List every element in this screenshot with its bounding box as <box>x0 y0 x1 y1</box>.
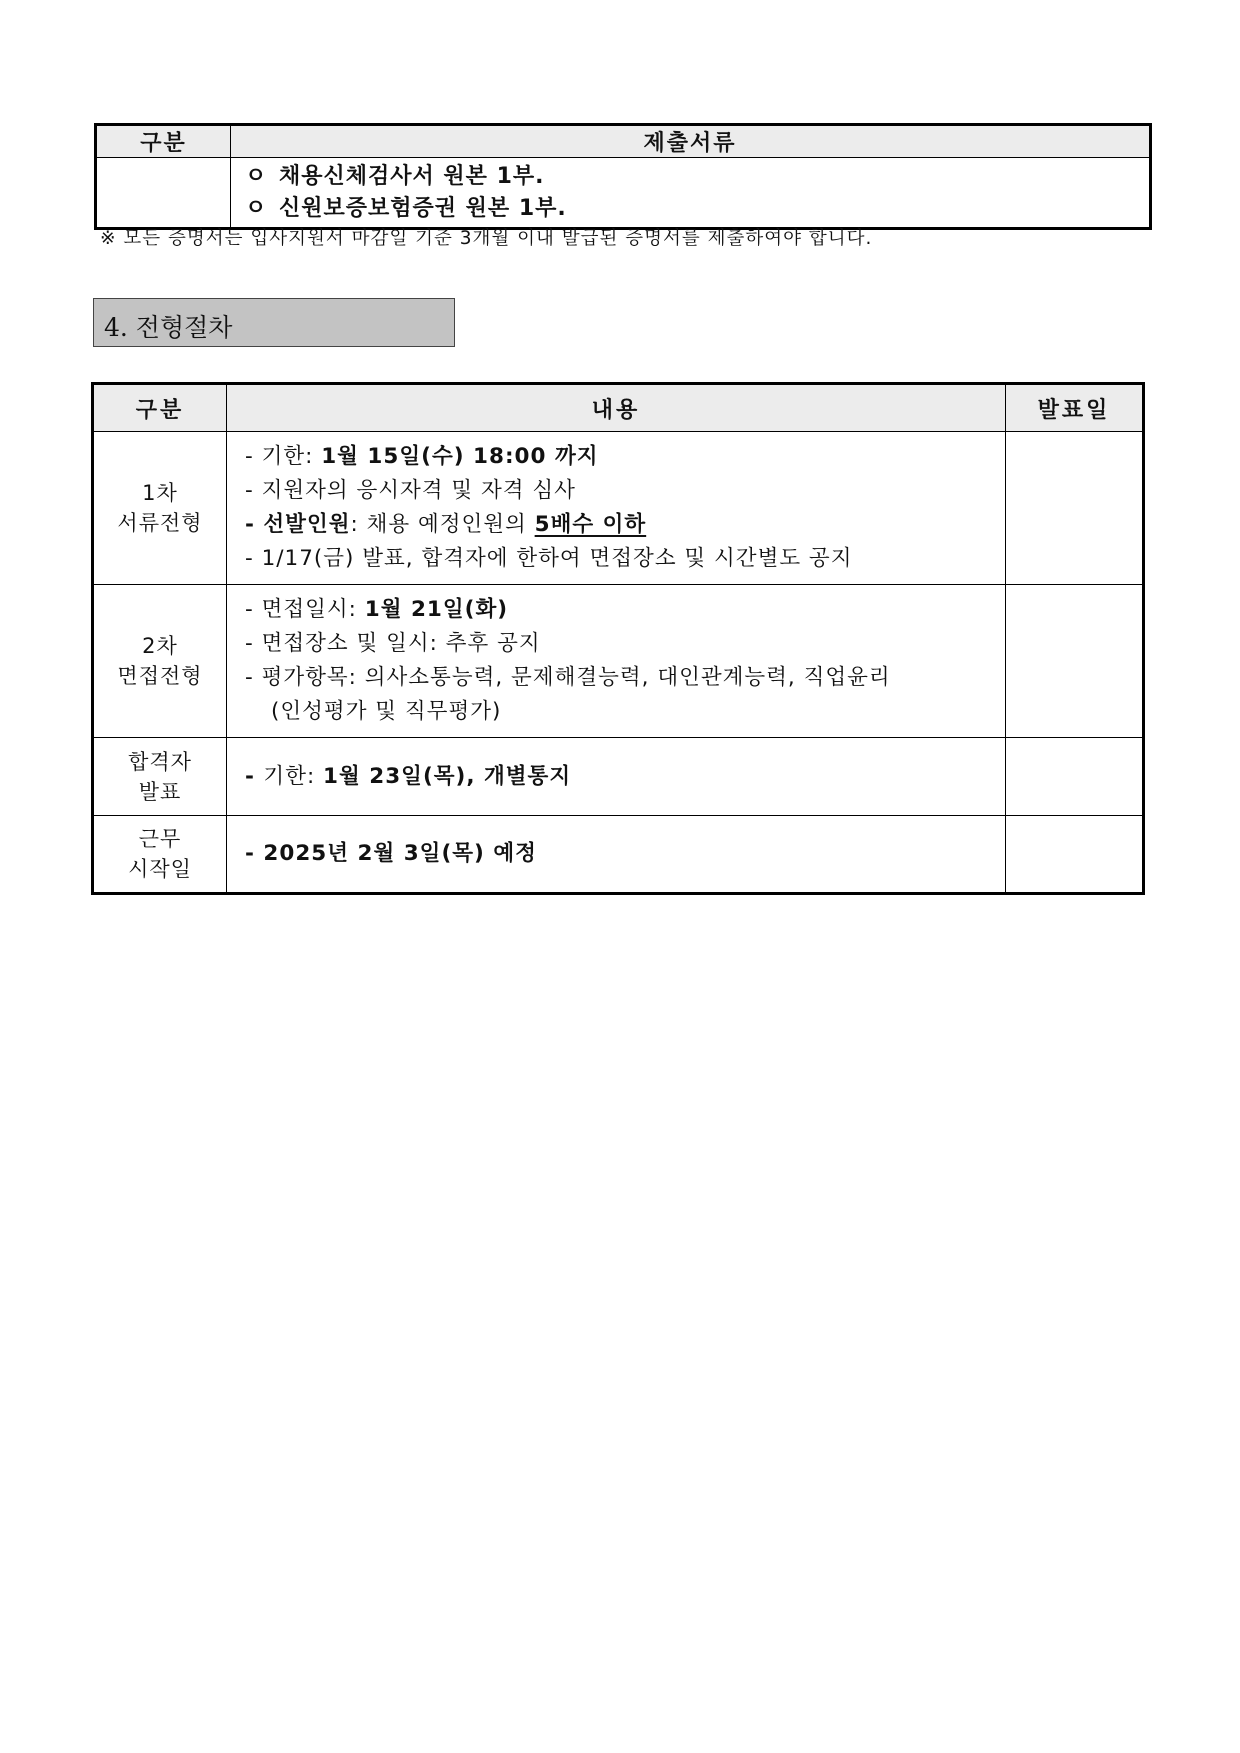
process-table <box>91 382 1145 895</box>
process-row-start <box>93 816 1144 894</box>
stage-label-line: 시작일 <box>128 857 192 881</box>
stage-cell <box>93 585 227 738</box>
stage-label-line: 발표 <box>138 779 182 804</box>
line-underlined-text: 5배수 이하 <box>534 512 647 537</box>
line-text: (인성평가 및 직무평가) <box>271 699 502 724</box>
content-line <box>245 627 1005 661</box>
announce-cell <box>1006 738 1144 816</box>
documents-row <box>96 158 1151 229</box>
line-text: - 기한: <box>245 444 322 469</box>
line-text: 기한: <box>263 763 324 789</box>
documents-header-category: 구분 <box>96 125 231 158</box>
line-text: - 1/17(금) 발표, 합격자에 한하여 면접장소 및 시간별도 공지 <box>245 546 853 571</box>
line-bold-text: 1월 21일(화) <box>364 597 509 622</box>
stage-cell <box>93 738 227 816</box>
content-line <box>245 542 1005 576</box>
stage-label-line: 근무 <box>138 827 182 851</box>
document-item <box>245 161 1149 193</box>
content-line <box>245 508 1005 542</box>
line-text: : 채용 예정인원의 <box>350 512 535 537</box>
announce-cell <box>1006 816 1144 894</box>
content-line <box>245 837 1005 871</box>
content-line <box>245 760 1005 794</box>
line-bold-text: 1월 15일(수) 18:00 까지 <box>321 444 599 469</box>
process-header-content: 내용 <box>227 384 1006 432</box>
process-header-row <box>93 384 1144 432</box>
line-text: - 면접일시: <box>245 597 365 622</box>
stage-label-line: 1차 <box>142 481 178 505</box>
process-row-stage2 <box>93 585 1144 738</box>
documents-category-cell <box>96 158 231 229</box>
documents-items-cell <box>231 158 1151 229</box>
line-text: - 면접장소 및 일시: 추후 공지 <box>245 631 541 656</box>
stage-cell <box>93 816 227 894</box>
content-line <box>245 661 1005 695</box>
process-header-announce: 발표일 <box>1006 384 1144 432</box>
section-heading-box <box>93 298 455 347</box>
bullet-marker: ㅇ <box>245 196 268 221</box>
content-cell <box>227 585 1006 738</box>
announce-cell <box>1006 432 1144 585</box>
line-text: - 평가항목: 의사소통능력, 문제해결능력, 대인관계능력, 직업윤리 <box>245 665 891 690</box>
process-row-stage1 <box>93 432 1144 585</box>
line-text: - 지원자의 응시자격 및 자격 심사 <box>245 478 576 503</box>
stage-label-line: 합격자 <box>128 749 192 774</box>
content-line <box>245 695 1005 729</box>
bullet-marker: ㅇ <box>245 164 268 189</box>
documents-header-row <box>96 125 1151 158</box>
content-cell <box>227 432 1006 585</box>
content-cell <box>227 738 1006 816</box>
line-bold-text: - 선발인원 <box>245 512 351 537</box>
content-cell <box>227 816 1006 894</box>
documents-header-docs: 제출서류 <box>231 125 1151 158</box>
section-title: 4. 전형절차 <box>104 313 233 342</box>
document-item <box>245 193 1149 225</box>
process-row-result <box>93 738 1144 816</box>
content-line <box>245 440 1005 474</box>
stage-label-line: 2차 <box>142 634 178 658</box>
stage-cell <box>93 432 227 585</box>
content-line <box>245 593 1005 627</box>
line-bold-text: 1월 23일(목), 개별통지 <box>323 763 572 789</box>
line-bold-text: - <box>245 763 264 789</box>
line-bold-text: - 2025년 2월 3일(목) 예정 <box>245 841 537 866</box>
stage-label-line: 면접전형 <box>117 664 203 688</box>
process-header-category: 구분 <box>93 384 227 432</box>
content-line <box>245 474 1005 508</box>
stage-label-line: 서류전형 <box>117 511 203 535</box>
document-item-text: 신원보증보험증권 원본 1부. <box>279 196 567 221</box>
documents-note: ※ 모든 증명서는 입사지원서 마감일 기준 3개월 이내 발급된 증명서를 제출하여야 합니다. <box>100 228 873 249</box>
announce-cell <box>1006 585 1144 738</box>
documents-table <box>94 123 1152 230</box>
document-item-text: 채용신체검사서 원본 1부. <box>279 164 545 189</box>
